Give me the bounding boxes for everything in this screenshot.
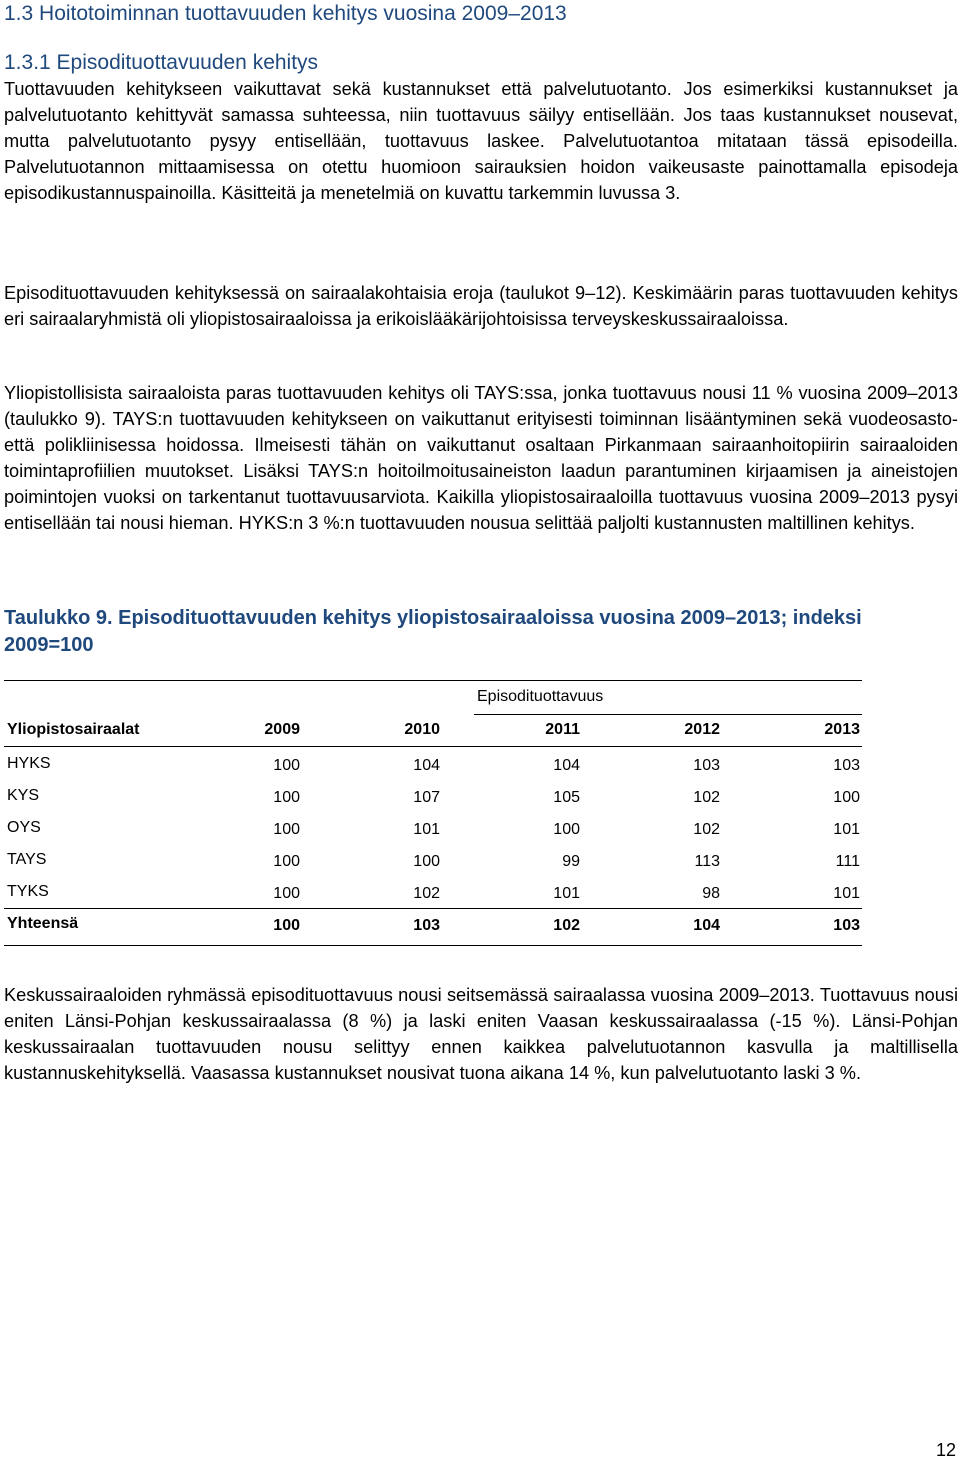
paragraph-university-hospitals: Yliopistollisista sairaaloista paras tuottavuuden kehitys oli TAYS:ssa, jonka tuottavuus nousi 11 % vuosina 2009–2013 (taulukko 9). TAYS:n tuottavuuden kehitykseen on vaikuttanut erityisesti toiminnan lisääntyminen sekä vuodeosasto- että polikliinisessa hoidossa. Ilmeisesti tähän on vaikuttanut osaltaan Pirkanmaan sairaanhoitopiirin sairaaloiden toimintaprofiilien muutokset. Lisäksi TAYS:n hoitoilmoitusaineiston laadun parantuminen kirjaamisen ja aineistojen poimintojen vuoksi on tarkentanut tuottavuusarviota. Kaikilla yliopistosairaaloilla tuottavuus vuosina 2009–2013 pysyi entisellään tai nousi hieman. HYKS:n 3 %:n tuottavuuden nousua selittää paljolti kustannusten maltillinen kehitys. — [4, 383, 958, 533]
table-cell: 104 — [413, 757, 440, 774]
table-caption: Taulukko 9. Episodituottavuuden kehitys yliopistosairaaloissa vuosina 2009–2013; indeksi 2009=100 — [4, 607, 862, 656]
paragraph-central-hospitals: Keskussairaaloiden ryhmässä episodituottavuus nousi seitsemässä sairaalassa vuosina 2009–2013. Tuottavuus nousi eniten Länsi-Pohjan keskussairaalassa (8 %) ja laski eniten Vaasan keskussairaalassa (-15 %). Länsi-Pohjan keskussairaalan tuottavuuden nousu selittyy ennen kaikkea palvelutuotannon kasvulla ja maltillisella kustannuskehityksellä. Vaasassa kustannukset nousivat tuona aikana 14 %, kun palvelutuotanto laski 3 %. — [4, 985, 958, 1083]
table-cell: 98 — [702, 885, 720, 902]
table-cell: 100 — [413, 853, 440, 870]
group-header-rule — [474, 714, 862, 715]
year-header: 2013 — [824, 721, 860, 738]
table-cell: 105 — [553, 789, 580, 806]
table-row — [4, 883, 862, 905]
total-separator-rule — [4, 908, 862, 909]
table-row — [4, 787, 862, 809]
table-cell: 100 — [273, 757, 300, 774]
table-cell: 101 — [833, 821, 860, 838]
year-header: 2010 — [404, 721, 440, 738]
hospital-name: TAYS — [7, 851, 47, 868]
table-cell: 100 — [273, 853, 300, 870]
table-row — [4, 819, 862, 841]
table-cell: 107 — [413, 789, 440, 806]
table-bottom-rule — [4, 945, 862, 946]
year-header: 2012 — [684, 721, 720, 738]
table-cell: 99 — [562, 853, 580, 870]
table-cell: 102 — [693, 789, 720, 806]
year-header: 2011 — [545, 721, 580, 738]
section-title: 1.3 Hoitotoiminnan tuottavuuden kehitys vuosina 2009–2013 — [4, 2, 567, 25]
table-cell: 103 — [693, 757, 720, 774]
table-cell: 101 — [833, 885, 860, 902]
table-cell: 102 — [693, 821, 720, 838]
hospital-name: HYKS — [7, 755, 51, 772]
table-row — [4, 755, 862, 777]
table-cell: 100 — [273, 885, 300, 902]
table-cell: 101 — [553, 885, 580, 902]
table-row — [4, 851, 862, 873]
subsection-title: 1.3.1 Episodituottavuuden kehitys — [4, 51, 319, 74]
paragraph-hospital-differences: Episodituottavuuden kehityksessä on sairaalakohtaisia eroja (taulukot 9–12). Keskimäärin paras tuottavuuden kehitys eri sairaalaryhmistä oli yliopistosairaaloissa ja erikoislääkärijohtoisissa terveyskeskussairaaloissa. — [4, 283, 958, 329]
hospital-name: TYKS — [7, 883, 49, 900]
table-cell: 113 — [694, 853, 720, 870]
page-number: 12 — [935, 1440, 956, 1460]
table-cell: 101 — [413, 821, 440, 838]
table-cell: 111 — [835, 853, 860, 870]
hospital-name: KYS — [7, 787, 40, 804]
total-cell: 104 — [693, 917, 720, 934]
header-rule — [4, 746, 862, 747]
total-label: Yhteensä — [7, 915, 79, 932]
hospital-name: OYS — [7, 819, 41, 836]
table-header-row — [4, 721, 862, 743]
total-cell: 100 — [273, 917, 300, 934]
table-total-row — [4, 915, 862, 937]
year-header: 2009 — [264, 721, 300, 738]
table-cell: 102 — [413, 885, 440, 902]
table-cell: 100 — [273, 789, 300, 806]
table-cell: 100 — [553, 821, 580, 838]
row-header-label: Yliopistosairaalat — [7, 721, 140, 738]
table-top-rule — [4, 680, 862, 681]
paragraph-productivity-intro: Tuottavuuden kehitykseen vaikuttavat sekä kustannukset että palvelutuotanto. Jos esimerkiksi kustannukset ja palvelutuotanto kehittyvät samassa suhteessa, niin tuottavuus säilyy entisellään. Jos taas kustannukset nousevat, mutta palvelutuotanto pysyy entisellään, tuottavuus laskee. Palvelutuotantoa mitataan tässä episodeilla. Palvelutuotannon mittaamisessa on otettu huomioon sairauksien hoidon vaikeusaste painottamalla episodeja episodikustannuspainoilla. Käsitteitä ja menetelmiä on kuvattu tarkemmin luvussa 3. — [4, 79, 958, 203]
table-cell: 104 — [553, 757, 580, 774]
table-cell: 103 — [833, 757, 860, 774]
total-cell: 102 — [553, 917, 580, 934]
table-group-header: Episodituottavuus — [477, 688, 604, 705]
table-cell: 100 — [273, 821, 300, 838]
total-cell: 103 — [833, 917, 860, 934]
total-cell: 103 — [413, 917, 440, 934]
table-cell: 100 — [833, 789, 860, 806]
